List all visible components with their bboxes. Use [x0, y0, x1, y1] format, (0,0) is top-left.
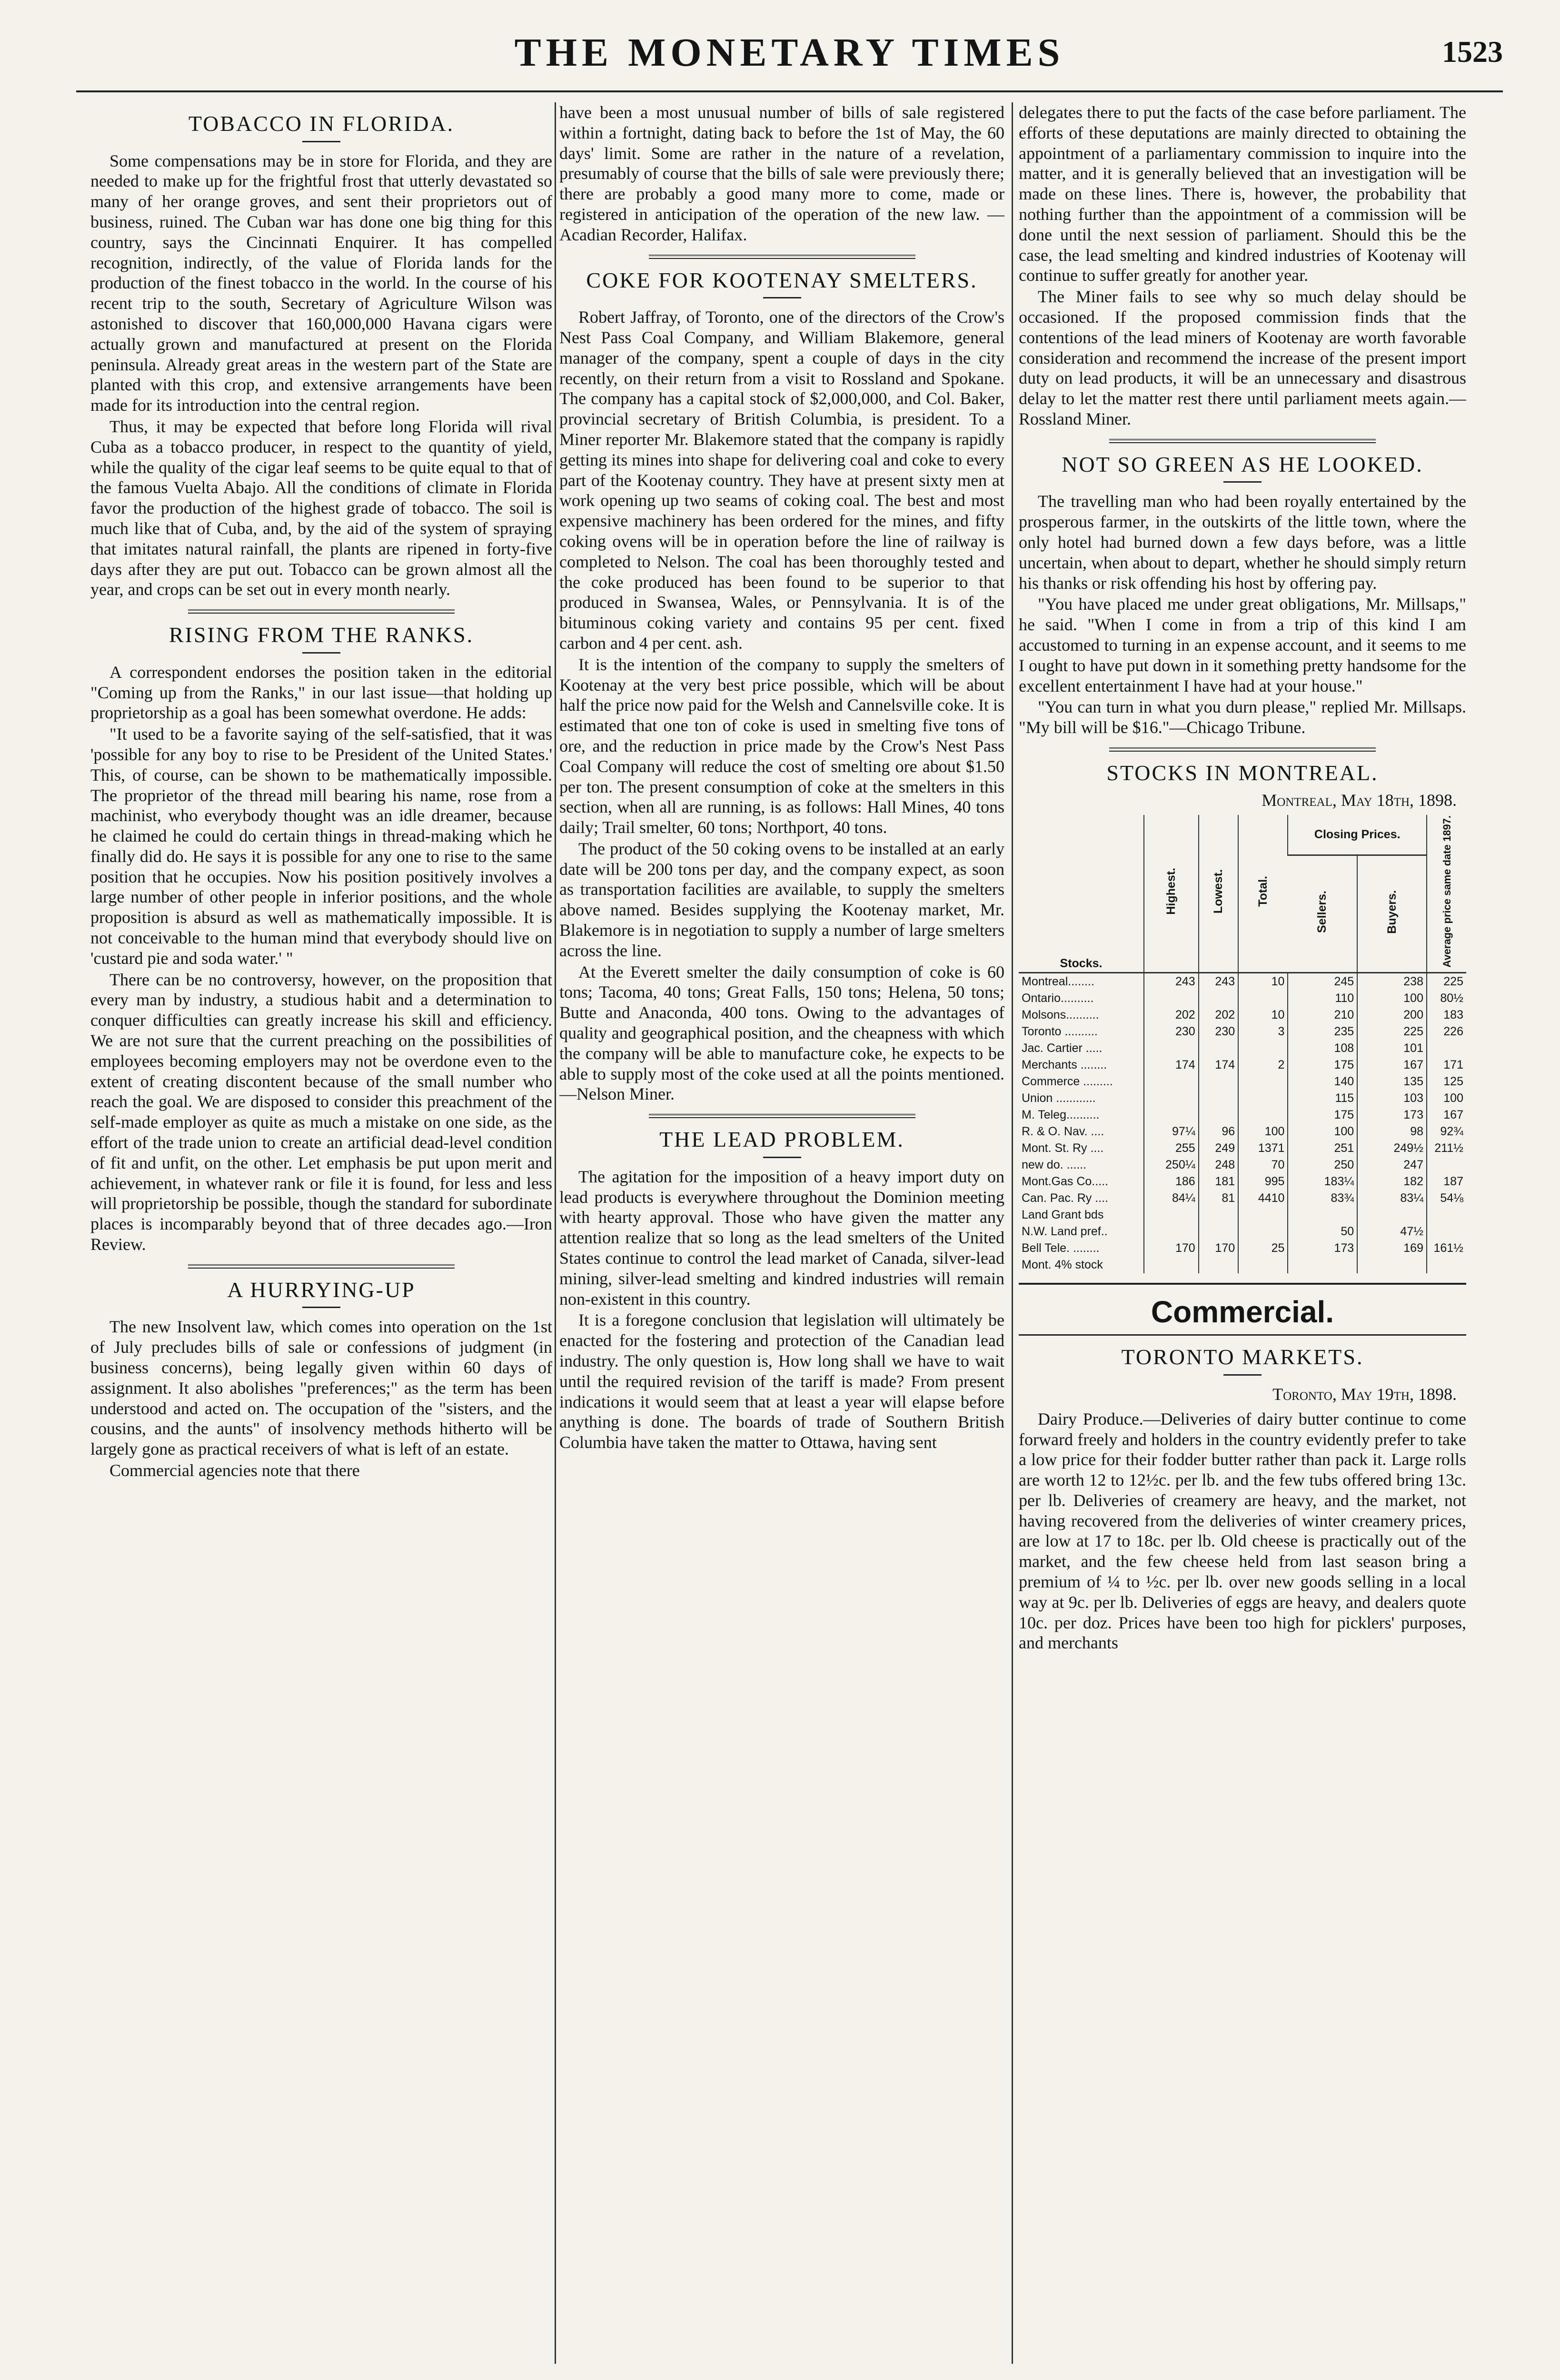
stock-value-cell: [1427, 1257, 1466, 1273]
article-paragraph: The travelling man who had been royally entertained by the prosperous farmer, in the outskirts of the little town, where the only hotel had burned down a few days before, was a little uncertain, when about to depart, whether he should simply return his thanks or risk offending his host by offering pay.: [1019, 492, 1466, 593]
stock-value-cell: 243: [1199, 973, 1238, 991]
stock-value-cell: [1238, 1107, 1288, 1123]
stock-value-cell: 175: [1288, 1107, 1357, 1123]
stock-value-cell: 171: [1427, 1057, 1466, 1073]
column-rule: [1012, 102, 1013, 2364]
article-paragraph: The new Insolvent law, which comes into operation on the 1st of July precludes bills of sale or confessions of judgment (in business concerns), being legally given within 60 days of assignment. It also abolishes "preferences;" as the term has been understood and acted on. The occupation of the "sisters, and the cousins, and the aunts" of insolvency methods hitherto will be largely gone as practical receivers of what is left of an estate.: [90, 1317, 552, 1459]
stock-name-cell: R. & O. Nav. ....: [1022, 1125, 1104, 1139]
stock-value-cell: 187: [1427, 1173, 1466, 1190]
stock-value-cell: 100: [1427, 1090, 1466, 1107]
stock-value-cell: [1144, 1107, 1199, 1123]
stock-value-cell: 100: [1288, 1123, 1357, 1140]
stock-value-cell: 70: [1238, 1157, 1288, 1173]
article-separator: [649, 1114, 915, 1118]
article-separator: [649, 255, 915, 259]
article-paragraph: Robert Jaffray, of Toronto, one of the directors of the Crow's Nest Pass Coal Company, and William Blakemore, general manager of the company, spent a couple of days in the city recently, on their return from a visit to Rossland and Spokane. The company has a capital stock of $2,000,000, and Col. Baker, provincial secretary of British Columbia, is president. To a Miner reporter Mr. Blakemore stated that the company is rapidly getting its mines into shape for delivering coal and coke to every part of the Kootenay country. They have at present sixty men at work opening up two seams of coking coal. The best and most expensive machinery has been ordered for the mines, and fifty coking ovens will be in operation before the line of railway is completed to Nelson. The coal has been thoroughly tested and the coke produced has been found to be superior to that produced in Swansea, Wales, or Pennsylvania. It is of the bituminous coking variety and contains 95 per cent. fixed carbon and 4 per cent. ash.: [559, 307, 1004, 653]
stock-value-cell: 248: [1199, 1157, 1238, 1173]
header-average: Average price same date 1897.: [1427, 815, 1466, 973]
stock-value-cell: 247: [1357, 1157, 1427, 1173]
article-paragraph: The Miner fails to see why so much delay should be occasioned. If the proposed commission finds that the contentions of the lead miners of Kootenay are worth favorable consideration and recommend the increase of the present import duty on lead products, it will be an unnecessary and disastrous delay to let the matter rest there until parliament meets again.—Rossland Miner.: [1019, 287, 1466, 428]
stock-value-cell: [1199, 1040, 1238, 1057]
stock-name-cell: N.W. Land pref..: [1022, 1225, 1108, 1239]
stock-name-cell: Mont.Gas Co.....: [1022, 1175, 1109, 1189]
stock-value-cell: [1144, 1090, 1199, 1107]
stock-value-cell: 4410: [1238, 1190, 1288, 1207]
stock-name-cell: Jac. Cartier .....: [1022, 1041, 1103, 1055]
column-3: [1019, 102, 1466, 2364]
stock-value-cell: 83¾: [1288, 1190, 1357, 1207]
article-paragraph: Dairy Produce.—Deliveries of dairy butter continue to come forward freely and holders in the country evidently prefer to take a low price for their fodder butter rather than pack it. Large rolls are worth 12 to 12½c. per lb. and the few tubs offered bring 13c. per lb. Deliveries of creamery are heavy, and the market, not having recovered from the deliveries of winter creamery prices, are low at 17 to 18c. per lb. Old cheese is practically out of the market, and the few cheese held from last season bring a premium of ¼ to ½c. per lb. over new goods selling in a local way at 9c. per lb. Deliveries of eggs are heavy, and dealers quote 10c. per doz. Prices have been too high for picklers' purposes, and merchants: [1019, 1409, 1466, 1653]
stock-name-cell: Merchants ........: [1022, 1058, 1107, 1072]
stock-value-cell: 98: [1357, 1123, 1427, 1140]
stock-name-cell: Mont. St. Ry ....: [1022, 1141, 1104, 1155]
stock-value-cell: 182: [1357, 1173, 1427, 1190]
article-heading: COKE FOR KOOTENAY SMELTERS.: [586, 268, 978, 292]
heading-dash: [302, 141, 340, 142]
stock-value-cell: 235: [1288, 1023, 1357, 1040]
article-separator: [188, 1264, 455, 1269]
article-heading: TORONTO MARKETS.: [1121, 1345, 1364, 1369]
stock-value-cell: 238: [1357, 973, 1427, 991]
page-header: [76, 30, 1503, 82]
stock-value-cell: 50: [1288, 1223, 1357, 1240]
article-heading: A HURRYING-UP: [227, 1277, 416, 1302]
article-paragraph: There can be no controversy, however, on the proposition that every man by industry, a studious habit and a determination to conquer difficulties can greatly increase his skill and efficiency. We are not sure that the current preaching on the possibilities of employees becoming employers may not be overdone even to the extent of creating discontent because of the small number who reach the goal. We are disposed to consider this preachment of the self-made employer as quite as much a mistake on one side, as the effort of the trade union to create an artificial dead-level condition of fit and unfit, on the other. Let emphasis be put upon merit and achievement, in whatever rank or file it is found, for less and less will proprietorship be possible, though the standard for subordinate places is incomparably beyond that of three decades ago.—Iron Review.: [90, 970, 552, 1254]
stock-value-cell: 225: [1357, 1023, 1427, 1040]
header-rule: [76, 90, 1503, 92]
article-paragraph: The agitation for the imposition of a heavy import duty on lead products is everywhere throughout the Dominion meeting with hearty approval. Those who have given the matter any attention realize that so long as the lead smelters of the United States continue to control the lead market of Canada, silver-lead mining, silver-lead smelting and kindred industries will remain non-existent in this country.: [559, 1167, 1004, 1309]
article-paragraph: have been a most unusual number of bills of sale registered within a fortnight, dating back to before the 1st of May, the 60 days' limit. Some are rather in the nature of a revelation, presumably of course that the bills of sale were previously there; there are probably a good many more to come, made or registered in anticipation of the operation of the new law. —Acadian Recorder, Halifax.: [559, 103, 1004, 244]
article-paragraph: Commercial agencies note that there: [109, 1461, 360, 1480]
stock-value-cell: 10: [1238, 973, 1288, 991]
stock-value-cell: [1199, 1223, 1238, 1240]
stock-value-cell: [1427, 1207, 1466, 1223]
stock-value-cell: [1199, 1207, 1238, 1223]
stock-value-cell: 54⅛: [1427, 1190, 1466, 1207]
stock-value-cell: 200: [1357, 1007, 1427, 1023]
stock-value-cell: [1238, 1073, 1288, 1090]
stock-name-cell: Mont. 4% stock: [1022, 1258, 1103, 1272]
stock-name-cell: Ontario..........: [1022, 992, 1094, 1005]
heading-dash: [1223, 481, 1262, 483]
stock-name-cell: Commerce .........: [1022, 1075, 1113, 1089]
stock-value-cell: [1238, 1207, 1288, 1223]
stock-value-cell: 183: [1427, 1007, 1466, 1023]
stock-value-cell: 202: [1199, 1007, 1238, 1023]
header-total: Total.: [1238, 815, 1288, 973]
stock-value-cell: 181: [1199, 1173, 1238, 1190]
header-buyers: Buyers.: [1357, 855, 1427, 973]
stocks-heading: STOCKS IN MONTREAL.: [1106, 760, 1379, 785]
stock-value-cell: 92¾: [1427, 1123, 1466, 1140]
article-paragraph: "You can turn in what you durn please," replied Mr. Millsaps. "My bill will be $16."—Chicago Tribune.: [1019, 697, 1466, 737]
commercial-title: Commercial.: [1151, 1295, 1334, 1329]
stock-value-cell: [1144, 1040, 1199, 1057]
column-1: [90, 102, 552, 2364]
stock-value-cell: 255: [1144, 1140, 1199, 1157]
stock-value-cell: [1199, 1257, 1238, 1273]
stock-value-cell: 245: [1288, 973, 1357, 991]
stock-value-cell: 174: [1199, 1057, 1238, 1073]
stock-value-cell: 101: [1357, 1040, 1427, 1057]
stock-value-cell: 175: [1288, 1057, 1357, 1073]
stock-value-cell: [1144, 1073, 1199, 1090]
stock-value-cell: 186: [1144, 1173, 1199, 1190]
article-separator: [1019, 1334, 1466, 1336]
page-number: 1523: [1442, 35, 1503, 69]
stock-value-cell: [1357, 1207, 1427, 1223]
heading-dash: [763, 1157, 801, 1158]
stock-value-cell: 10: [1238, 1007, 1288, 1023]
stock-name-cell: Land Grant bds: [1022, 1208, 1104, 1222]
table-row: [1019, 1007, 1466, 1023]
stock-value-cell: 249: [1199, 1140, 1238, 1157]
stock-value-cell: 115: [1288, 1090, 1357, 1107]
stock-value-cell: 173: [1288, 1240, 1357, 1257]
stock-name-cell: new do. ......: [1022, 1158, 1087, 1172]
stock-value-cell: 183¼: [1288, 1173, 1357, 1190]
stock-value-cell: 211½: [1427, 1140, 1466, 1157]
stock-value-cell: 250¼: [1144, 1157, 1199, 1173]
stock-value-cell: 100: [1357, 990, 1427, 1007]
stocks-table: [1019, 815, 1466, 1274]
table-row: [1019, 1223, 1466, 1240]
stock-value-cell: [1199, 1073, 1238, 1090]
stocks-table-body: [1019, 973, 1466, 1274]
stock-name-cell: Molsons..........: [1022, 1008, 1099, 1022]
stock-value-cell: [1427, 1223, 1466, 1240]
article-paragraph: Some compensations may be in store for Florida, and they are needed to make up for the frightful frost that utterly devastated so many of her orange groves, and sent their proprietors out of business, ruined. The Cuban war has done one big thing for this country, says the Cincinnati Enquirer. It has compelled recognition, indirectly, of the value of Florida lands for the production of the finest tobacco in the world. In the course of his recent trip to the south, Secretary of Agriculture Wilson was astonished to discover that 160,000,000 Havana cigars were actually grown and manufactured at present on the Florida peninsula. Already great areas in the western part of the State are planted with this crop, and extensive arrangements have been made for its introduction into the central region.: [90, 151, 552, 415]
stock-value-cell: 80½: [1427, 990, 1466, 1007]
stock-value-cell: 249½: [1357, 1140, 1427, 1157]
stock-value-cell: 210: [1288, 1007, 1357, 1023]
article-paragraph: The product of the 50 coking ovens to be installed at an early date will be 200 tons per day, and the company expect, as soon as transportation facilities are available, to supply the smelters above named. Besides supplying the Kootenay market, Mr. Blakemore is in negotiation to supply a number of large smelters across the line.: [559, 839, 1004, 960]
stock-name-cell: Bell Tele. ........: [1022, 1241, 1100, 1255]
column-2: [559, 102, 1004, 2364]
stock-value-cell: 110: [1288, 990, 1357, 1007]
stock-value-cell: 108: [1288, 1040, 1357, 1057]
stocks-dateline: Montreal, May 18th, 1898.: [1262, 790, 1457, 810]
table-row: [1019, 1107, 1466, 1123]
table-row: [1019, 990, 1466, 1007]
stock-value-cell: [1199, 990, 1238, 1007]
stock-value-cell: [1288, 1257, 1357, 1273]
stock-value-cell: [1238, 1223, 1288, 1240]
heading-dash: [302, 652, 340, 654]
stock-value-cell: [1238, 1257, 1288, 1273]
stock-value-cell: 169: [1357, 1240, 1427, 1257]
table-row: [1019, 1140, 1466, 1157]
commercial-rule: [1019, 1283, 1466, 1285]
table-row: [1019, 1073, 1466, 1090]
table-row: [1019, 1173, 1466, 1190]
stock-value-cell: 47½: [1357, 1223, 1427, 1240]
stock-name-cell: Can. Pac. Ry ....: [1022, 1191, 1109, 1205]
table-row: [1019, 1157, 1466, 1173]
table-row: [1019, 1057, 1466, 1073]
stock-value-cell: [1144, 1207, 1199, 1223]
stock-value-cell: 250: [1288, 1157, 1357, 1173]
header-lowest: Lowest.: [1199, 815, 1238, 973]
header-sellers: Sellers.: [1288, 855, 1357, 973]
stock-value-cell: 995: [1238, 1173, 1288, 1190]
table-row: [1019, 1257, 1466, 1273]
table-row: [1019, 973, 1466, 991]
table-row: [1019, 1207, 1466, 1223]
header-highest: Highest.: [1144, 815, 1199, 973]
stock-value-cell: 135: [1357, 1073, 1427, 1090]
article-separator: [1109, 747, 1376, 752]
article-paragraph: Thus, it may be expected that before long Florida will rival Cuba as a tobacco producer, in respect to the quantity of yield, while the quality of the cigar leaf seems to be quite equal to that of the famous Vuelta Abajo. All the conditions of climate in Florida favor the production of the highest grade of tobacco. The soil is much like that of Cuba, and, by the aid of the system of spraying that imitates natural rainfall, the plants are ripened in forty-five days after they are put out. Tobacco can be grown almost all the year, and crops can be set out in every month nearly.: [90, 416, 552, 599]
stock-name-cell: Union ............: [1022, 1091, 1096, 1105]
stock-value-cell: 83¼: [1357, 1190, 1427, 1207]
heading-dash: [1223, 1374, 1262, 1376]
stock-value-cell: 140: [1288, 1073, 1357, 1090]
table-row: [1019, 1123, 1466, 1140]
stock-value-cell: 243: [1144, 973, 1199, 991]
stock-value-cell: [1144, 1223, 1199, 1240]
stock-value-cell: 103: [1357, 1090, 1427, 1107]
stock-value-cell: 97¼: [1144, 1123, 1199, 1140]
stock-value-cell: 170: [1144, 1240, 1199, 1257]
stock-value-cell: [1199, 1090, 1238, 1107]
stock-value-cell: 170: [1199, 1240, 1238, 1257]
stock-value-cell: [1238, 990, 1288, 1007]
article-paragraph: It is the intention of the company to supply the smelters of Kootenay at the very best price possible, which will be about half the price now paid for the Welsh and Cannelsville coke. It is estimated that one ton of coke is used in smelting five tons of ore, and the reduction in price made by the Crow's Nest Pass Coal Company will reduce the cost of smelting ore about $1.50 per ton. The present consumption of coke at the smelters in this section, when all are running, is as follows: Hall Mines, 40 tons daily; Trail smelter, 60 tons; Northport, 40 tons.: [559, 654, 1004, 837]
stock-value-cell: 225: [1427, 973, 1466, 991]
article-paragraph: "You have placed me under great obligations, Mr. Millsaps," he said. "When I come in from a trip of this kind I am accustomed to turning in an expense account, and it seems to me I ought to have put down in it something pretty handsome for the excellent entertainment I have had at your house.": [1019, 595, 1466, 695]
table-row: [1019, 1023, 1466, 1040]
stock-value-cell: 174: [1144, 1057, 1199, 1073]
table-row: [1019, 1090, 1466, 1107]
stock-value-cell: 100: [1238, 1123, 1288, 1140]
heading-dash: [763, 297, 801, 298]
stock-value-cell: [1144, 1257, 1199, 1273]
stock-value-cell: 2: [1238, 1057, 1288, 1073]
stock-value-cell: 25: [1238, 1240, 1288, 1257]
stock-value-cell: 125: [1427, 1073, 1466, 1090]
stock-value-cell: [1238, 1040, 1288, 1057]
article-paragraph: delegates there to put the facts of the case before parliament. The efforts of these deputations are mainly directed to obtaining the appointment of a parliamentary commission to inquire into the matter, and it is generally believed that an investigation will be made on these lines. There is, however, the probability that nothing further than the appointment of a commission will be done until the next session of parliament. Should this be the case, the lead smelting and kindred industries of Kootenay will continue to suffer greatly for another year.: [1019, 103, 1466, 285]
masthead: THE MONETARY TIMES: [514, 30, 1065, 75]
stock-value-cell: 161½: [1427, 1240, 1466, 1257]
table-row: [1019, 1190, 1466, 1207]
stock-value-cell: 96: [1199, 1123, 1238, 1140]
stock-name-cell: Toronto ..........: [1022, 1025, 1098, 1039]
stock-value-cell: [1427, 1040, 1466, 1057]
stock-name-cell: M. Teleg..........: [1022, 1108, 1100, 1122]
article-paragraph: "It used to be a favorite saying of the self-satisfied, that it was 'possible for any boy to rise to be President of the United States.' This, of course, can be shown to be mathematically impossible. The proprietor of the thread mill bearing his name, rose from a machinist, who everybody thought was an idle dreamer, because he claimed he could do certain things in thread-making which he finally did do. He says it is possible for any one to rise to the same position that he occupies. Now his position positively involves a large number of other people in inferior positions, and the whole proposition is absurd as well as mathematically impossible. It is not conceivable to the human mind that everybody should live on 'custard pie and soda water.' ": [90, 724, 552, 968]
stock-value-cell: [1238, 1090, 1288, 1107]
stock-name-cell: Montreal........: [1022, 975, 1094, 989]
stock-value-cell: 167: [1427, 1107, 1466, 1123]
stock-value-cell: 81: [1199, 1190, 1238, 1207]
stock-value-cell: [1199, 1107, 1238, 1123]
header-stocks: Stocks.: [1019, 815, 1144, 973]
stock-value-cell: 230: [1144, 1023, 1199, 1040]
article-heading: NOT SO GREEN AS HE LOOKED.: [1062, 452, 1423, 476]
header-closing-prices: Closing Prices.: [1288, 815, 1427, 855]
stock-value-cell: [1288, 1207, 1357, 1223]
stock-value-cell: [1357, 1257, 1427, 1273]
stock-value-cell: [1427, 1157, 1466, 1173]
stock-value-cell: 226: [1427, 1023, 1466, 1040]
stock-value-cell: 167: [1357, 1057, 1427, 1073]
table-row: [1019, 1040, 1466, 1057]
article-separator: [188, 609, 455, 614]
table-row: [1019, 1240, 1466, 1257]
stock-value-cell: 230: [1199, 1023, 1238, 1040]
commercial-dateline: Toronto, May 19th, 1898.: [1272, 1384, 1457, 1404]
heading-dash: [302, 1307, 340, 1308]
stock-value-cell: 251: [1288, 1140, 1357, 1157]
article-separator: [1109, 439, 1376, 443]
stock-value-cell: 173: [1357, 1107, 1427, 1123]
stock-value-cell: 3: [1238, 1023, 1288, 1040]
stock-value-cell: [1144, 990, 1199, 1007]
article-paragraph: It is a foregone conclusion that legislation will ultimately be enacted for the fostering and protection of the Canadian lead industry. The only question is, How long shall we have to wait until the required revision of the tariff is made? From present indications it would seem that at least a year will elapse before anything is done. The boards of trade of Southern British Columbia have taken the matter to Ottawa, having sent: [559, 1310, 1004, 1452]
stock-value-cell: 202: [1144, 1007, 1199, 1023]
article-heading: RISING FROM THE RANKS.: [169, 623, 474, 647]
table-header-row: [1019, 815, 1466, 855]
column-rule: [555, 102, 556, 2364]
article-heading: TOBACCO IN FLORIDA.: [188, 111, 455, 136]
article-paragraph: A correspondent endorses the position taken in the editorial "Coming up from the Ranks," in our last issue—that holding up proprietorship as a goal has been somewhat overdone. He adds:: [90, 662, 552, 723]
article-paragraph: At the Everett smelter the daily consumption of coke is 60 tons; Tacoma, 40 tons; Great Falls, 150 tons; Helena, 50 tons; Butte and Anaconda, 400 tons. Owing to the advantages of quality and geographical position, and the cheapness with which the company will be able to manufacture coke, he expects to be able to supply most of the coke used at all the points mentioned.—Nelson Miner.: [559, 962, 1004, 1104]
article-heading: THE LEAD PROBLEM.: [659, 1127, 904, 1152]
stock-value-cell: 84¼: [1144, 1190, 1199, 1207]
stock-value-cell: 1371: [1238, 1140, 1288, 1157]
